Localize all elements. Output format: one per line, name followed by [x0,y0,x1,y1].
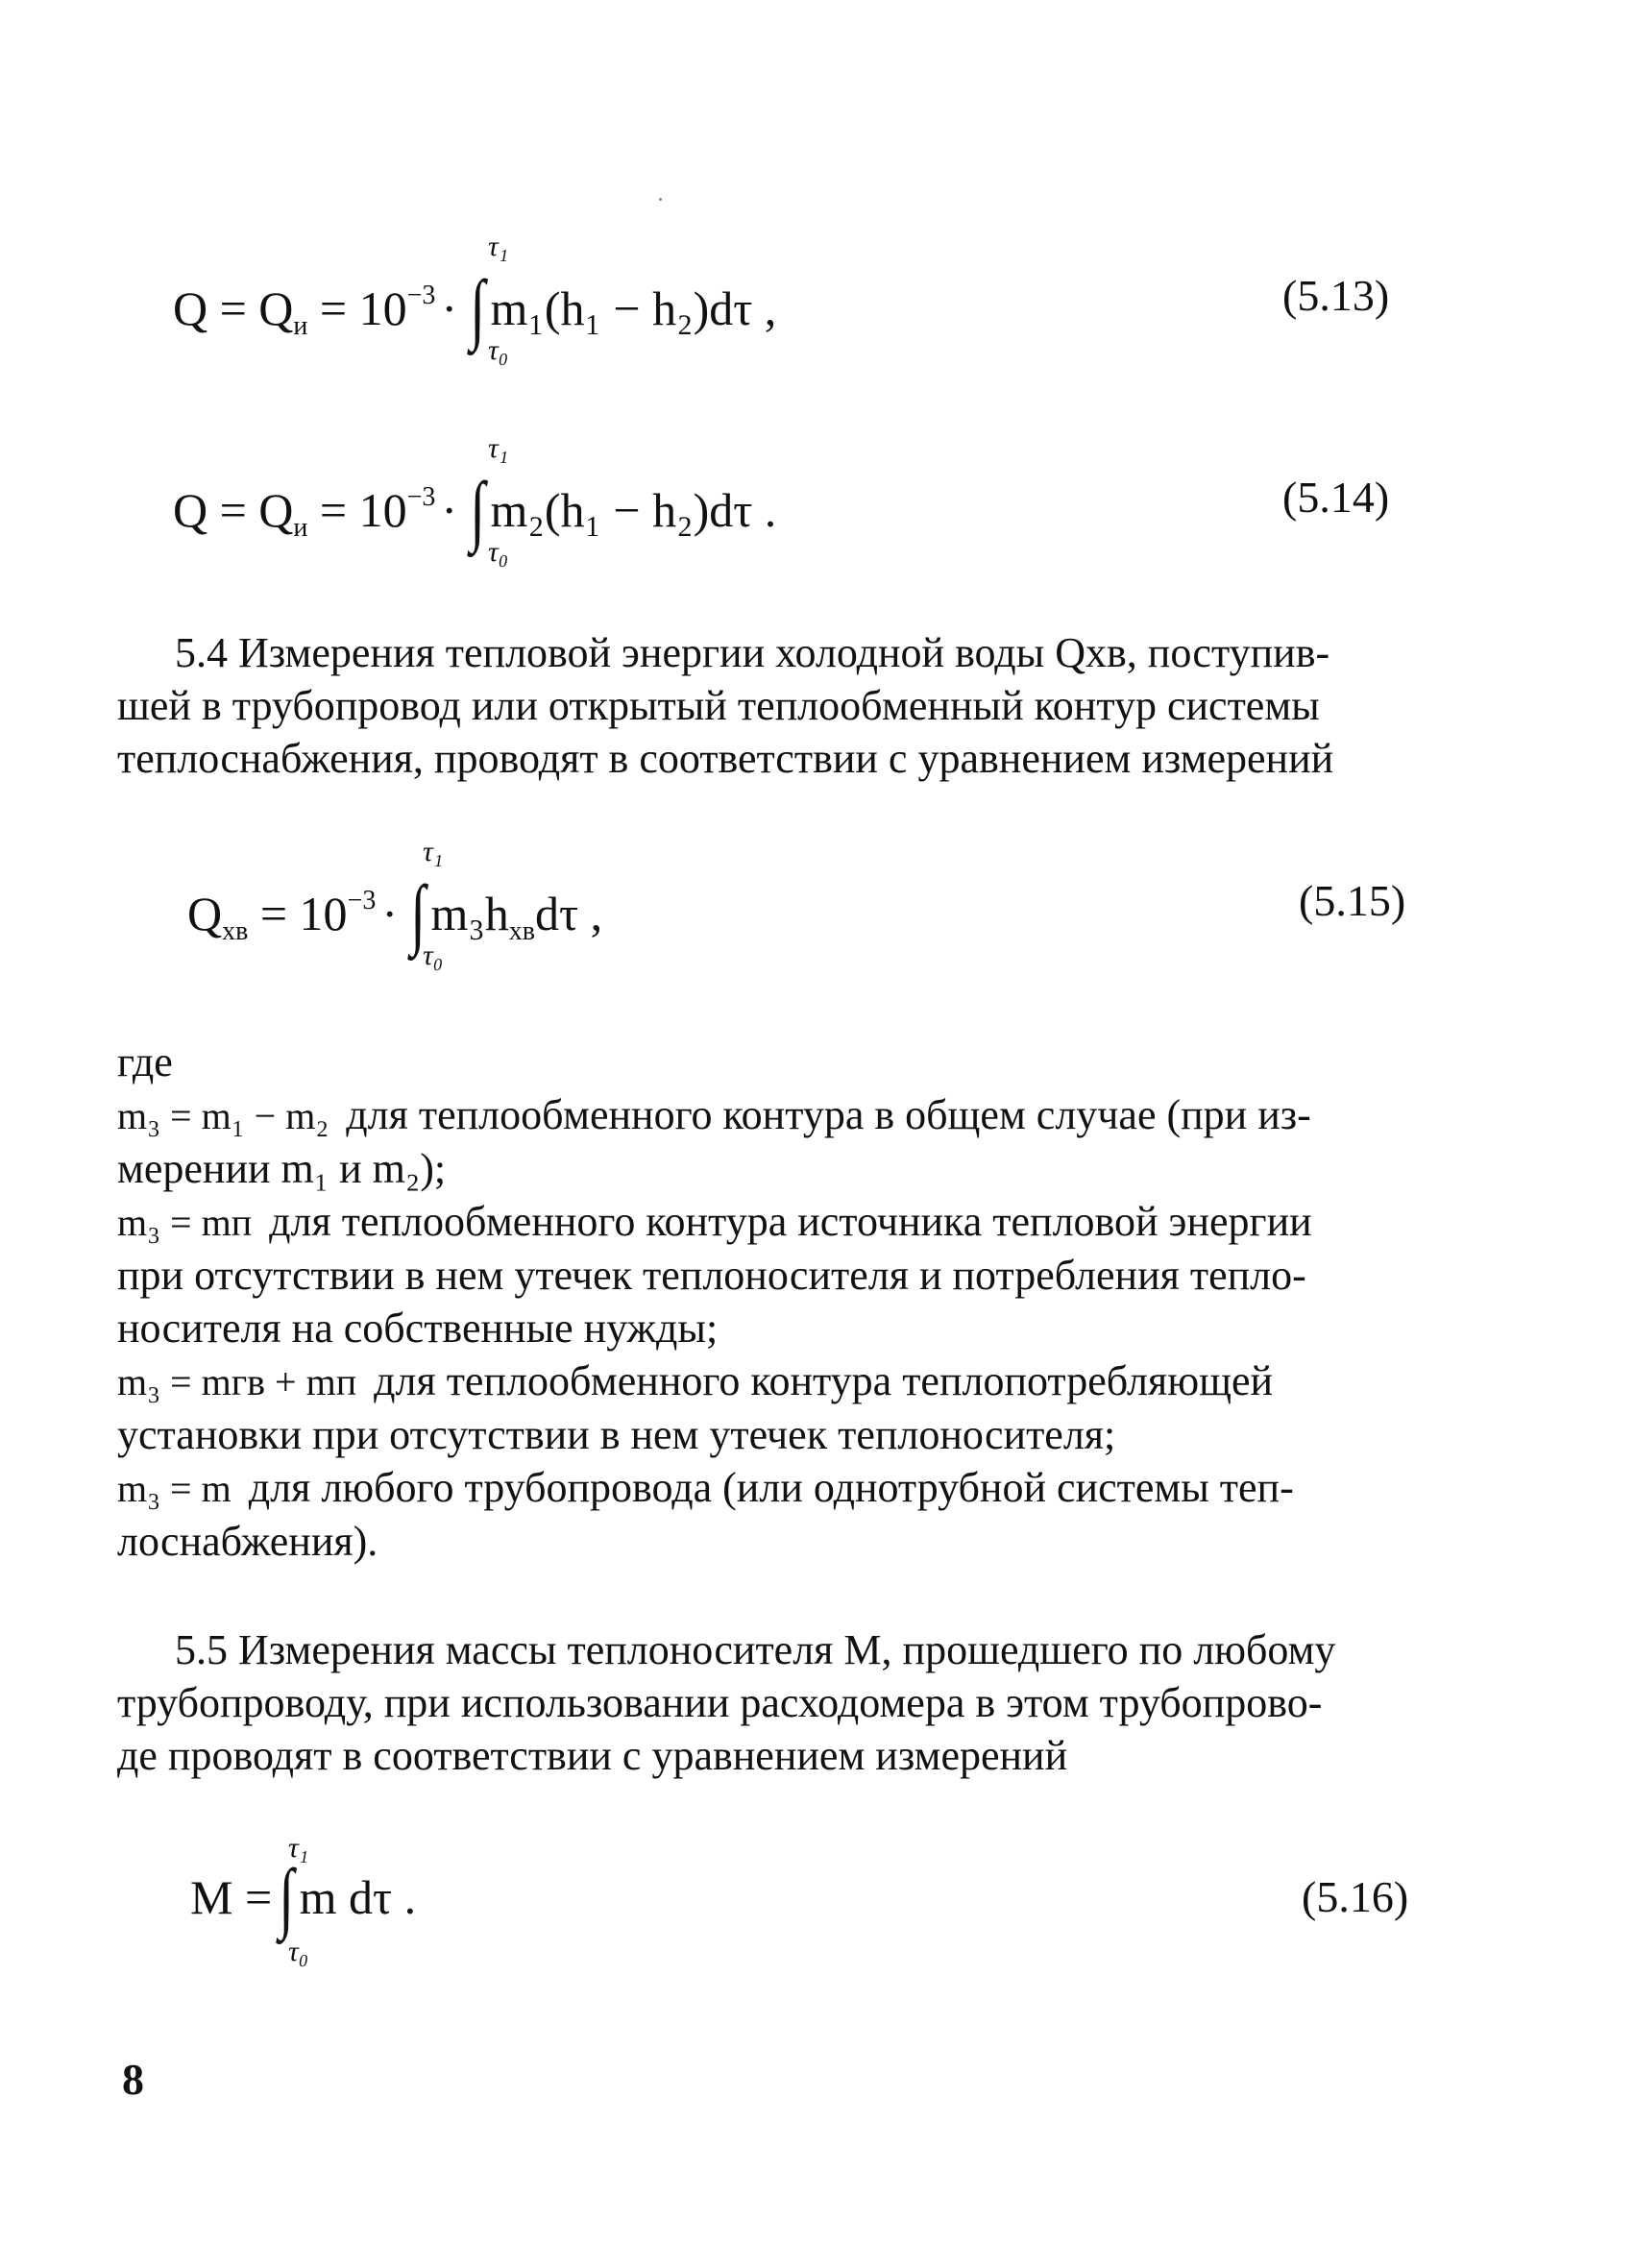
integral-sign: ∫ [279,1853,295,1940]
definition-text: для любого трубопровода (или однотрубной системы теп- [248,1464,1294,1511]
equation-lhs: Q = Q [173,281,294,335]
definition-item [117,1461,1424,1515]
integrand: m dτ . [299,1870,417,1924]
paragraph-line: 5.5 Измерения массы теплоносителя M, прошедшего по любому [175,1626,1336,1673]
integral-sign: ∫ [410,869,427,957]
equation-5-15: τ₁ $Q_{хв} = 10^{-3}$ · ∫ $m_3h_{хв}d\tau$ , τ₀ (5.15) [187,836,1406,971]
equation-lhs: M = [190,1870,273,1924]
equation-factor: = 10 [319,281,407,335]
integral-upper-limit: τ₁ [488,231,509,262]
definition-continuation: лоснабжения). [117,1518,378,1565]
paragraph-5-5 [117,1623,1424,1782]
definition-item [117,1088,1424,1142]
integral-lower-limit: τ₀ [288,1936,309,1967]
equation-lhs: Q = Q [173,483,294,537]
equation-lhs: Q [187,887,223,940]
integral-upper-limit: τ₁ [488,432,509,464]
paragraph-line: де проводят в соответствии с уравнением измерений [117,1732,1068,1779]
scan-speck [659,198,662,201]
equation-number: (5.15) [1299,876,1406,925]
paragraph-line: теплоснабжения, проводят в соответствии с уравнением измерений [117,735,1334,782]
definition-item [117,1354,1424,1408]
equation-number: (5.14) [1282,473,1390,522]
definition-text: для теплообменного контура теплопотребляющей [374,1357,1274,1404]
integral-sign: ∫ [470,264,486,352]
integral-upper-limit: τ₁ [288,1832,309,1864]
integrand: m₂(h₁ − h₂)dτ . [490,483,777,537]
paragraph-line: шей в трубопровод или открытый теплообменный контур системы [117,682,1320,729]
integral-lower-limit: τ₀ [488,536,509,568]
definition-continuation: носителя на собственные нужды; [117,1305,719,1352]
definition-text: для теплообменного контура в общем случае (при из- [346,1091,1311,1138]
equation-5-16 [190,1830,1439,1974]
paragraph-line: 5.4 Измерения тепловой энергии холодной воды Qхв, поступив- [175,629,1330,676]
equation-factor: = 10 [259,887,348,940]
definition-math: m₃ = m₁ − m₂ [117,1094,329,1137]
equation-5-13: τ₁ $Q = Q_и = 10^{-3}$ · ∫ m₁(h₁ − h₂)dτ , τ₀ (5.13) [173,231,1390,366]
where-label: где [117,1038,173,1085]
page-number: 8 [122,2055,144,2104]
paragraph-5-4 [117,626,1424,785]
integral-lower-limit: τ₀ [423,939,444,971]
integrand: m₁(h₁ − h₂)dτ , [490,281,777,335]
equation-factor: = 10 [319,483,407,537]
definitions-list [117,1088,1424,1568]
definition-text: для теплообменного контура источника тепловой энергии [269,1198,1312,1245]
integrand: m₃h [430,887,509,940]
definition-item [117,1195,1424,1249]
definition-math: m₃ = m [117,1467,232,1510]
definition-math: m₃ = mп [117,1201,253,1244]
definition-math: m₃ = mгв + mп [117,1360,357,1403]
integral-sign: ∫ [470,466,486,553]
equation-number: (5.16) [1302,1872,1409,1921]
definition-continuation: мерении m₁ и m₂); [117,1145,447,1192]
definition-continuation: при отсутствии в нем утечек теплоносителя и потребления тепло- [117,1252,1306,1299]
integral-lower-limit: τ₀ [488,334,509,366]
integral-upper-limit: τ₁ [423,836,444,867]
equation-5-14: τ₁ $Q = Q_и = 10^{-3}$ · ∫ m₂(h₁ − h₂)dτ . τ₀ (5.14) [173,432,1390,568]
definition-continuation: установки при отсутствии в нем утечек теплоносителя; [117,1411,1116,1458]
equation-number: (5.13) [1282,271,1390,320]
paragraph-line: трубопроводу, при использовании расходомера в этом трубопрово- [117,1679,1323,1726]
